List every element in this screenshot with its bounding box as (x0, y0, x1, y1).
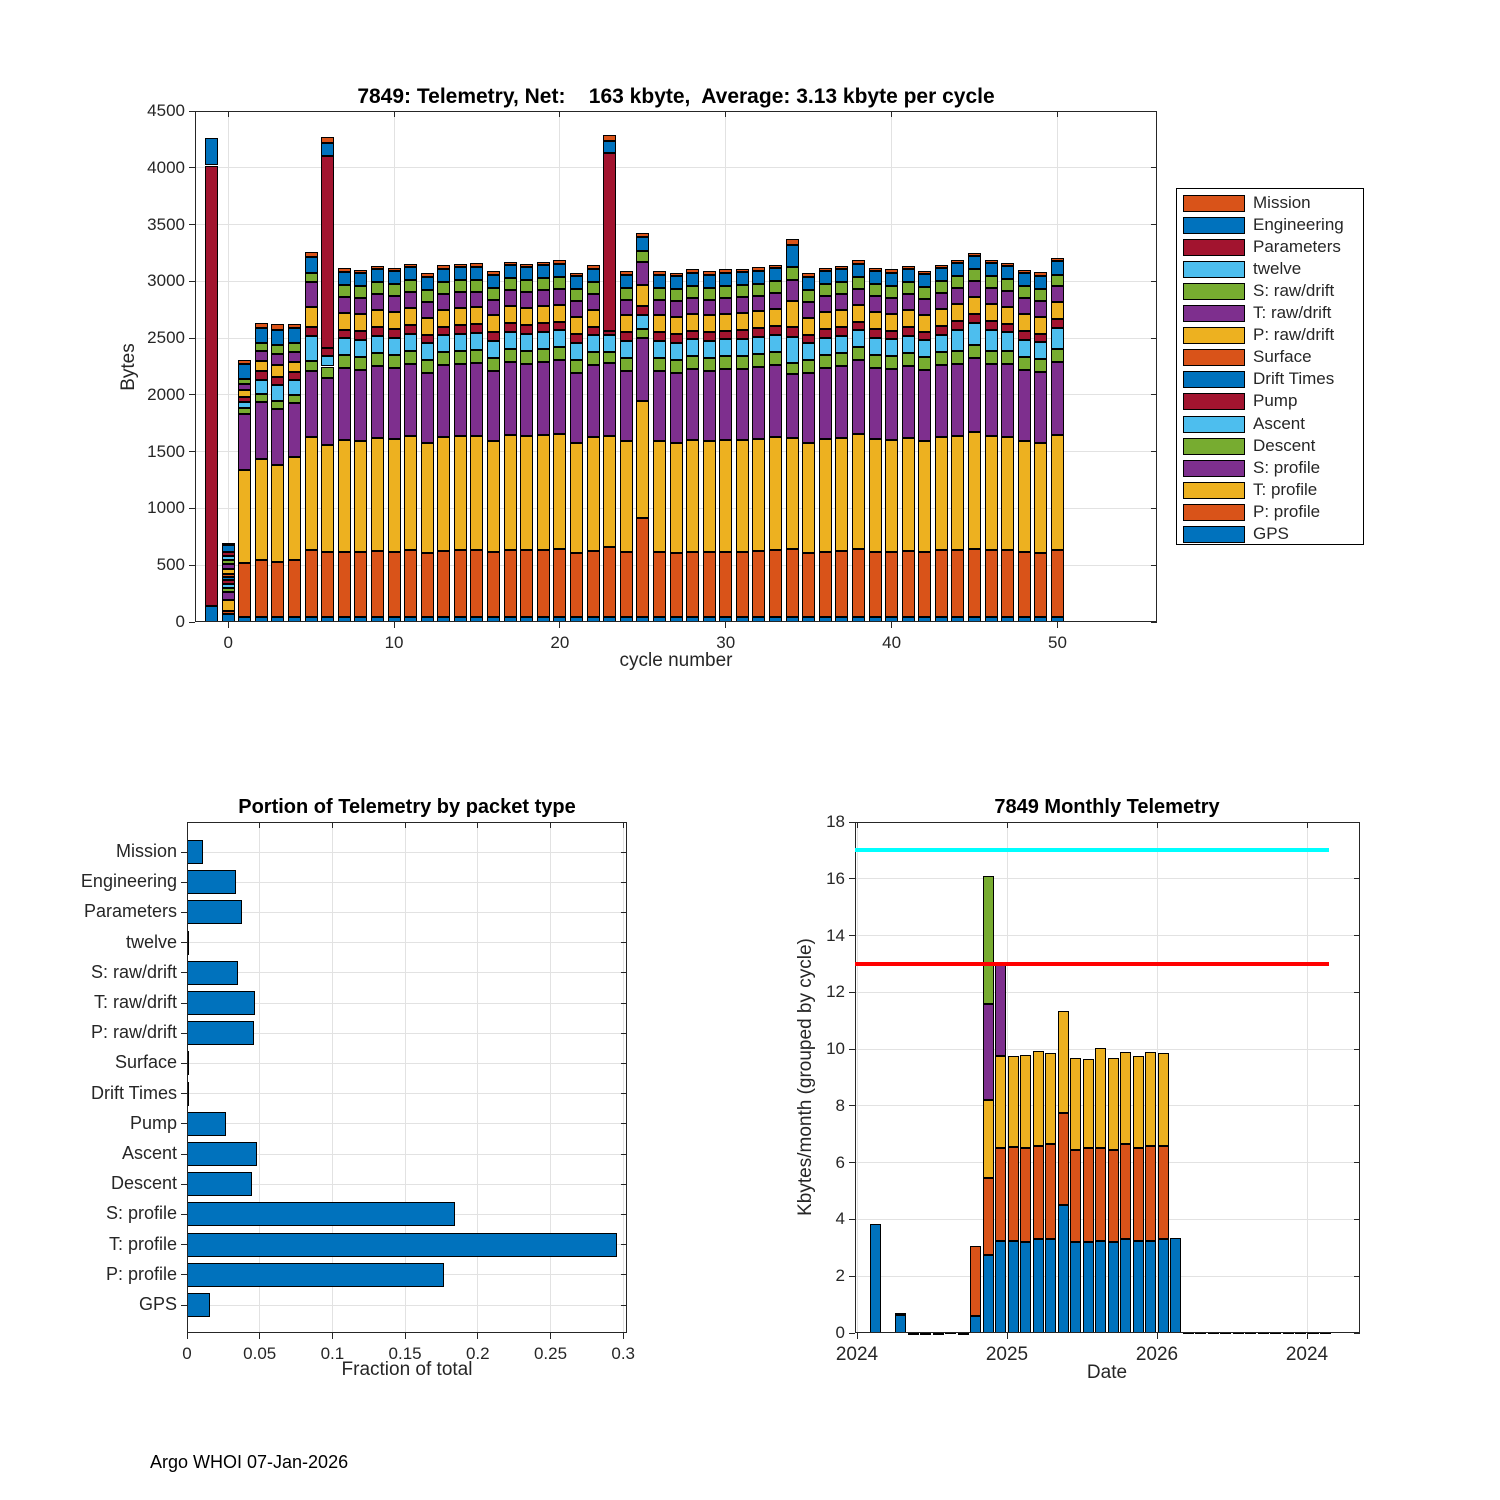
c2-category-label: Engineering (80, 871, 177, 892)
legend-label: S: raw/drift (1253, 281, 1335, 301)
legend-label: Pump (1253, 391, 1298, 411)
c2-xtick-label: 0.05 (243, 1344, 277, 1363)
c2-category-label: T: raw/drift (93, 992, 177, 1012)
legend-swatch (1183, 504, 1245, 521)
c2-xtick-label: 0.1 (320, 1344, 345, 1363)
c3-ytick-label: 8 (835, 1095, 845, 1115)
c1-ytick-right (1151, 167, 1157, 168)
c1-ytick-label: 0 (175, 612, 185, 631)
c2-xtick (405, 1333, 406, 1339)
legend-swatch (1183, 305, 1245, 322)
c2-ytick-right (621, 1033, 627, 1034)
legend-label: Mission (1253, 193, 1311, 212)
c2-xtick-label: 0.15 (388, 1344, 422, 1363)
c1-ytick-right (1151, 451, 1157, 452)
c2-xtick (623, 1333, 624, 1339)
footer-stamp: Argo WHOI 07-Jan-2026 (150, 1452, 349, 1472)
monthly-chart-title: 7849 Monthly Telemetry (994, 796, 1220, 818)
legend-label: twelve (1253, 259, 1302, 279)
c3-ytick-label: 2 (835, 1266, 845, 1286)
c2-ytick-right (621, 1214, 627, 1215)
c2-xtick-top (405, 822, 406, 828)
legend-swatch (1183, 239, 1245, 256)
c2-ytick (181, 1184, 187, 1185)
c3-ytick (849, 1219, 855, 1220)
c2-ytick-right (621, 852, 627, 853)
c1-xtick (1057, 622, 1058, 628)
c2-xtick (332, 1333, 333, 1339)
c2-xtick-label: 0.3 (611, 1344, 636, 1363)
legend-label: Descent (1253, 435, 1316, 455)
c3-ytick-label: 6 (835, 1152, 845, 1172)
cycle-chart-xlabel: cycle number (619, 650, 733, 671)
c3-ytick (849, 822, 855, 823)
c1-ytick-right (1151, 622, 1157, 623)
c3-ytick-right (1354, 1105, 1360, 1106)
c2-ytick-right (621, 882, 627, 883)
c2-ytick (181, 1244, 187, 1245)
c2-category-label: Mission (115, 841, 177, 861)
c2-xtick (259, 1333, 260, 1339)
legend-label: Drift Times (1253, 369, 1335, 389)
c3-ytick-label: 12 (826, 982, 845, 1002)
c2-ytick-right (621, 1154, 627, 1155)
legend-swatch (1183, 526, 1245, 543)
c1-ytick (189, 281, 195, 282)
c2-category-label: P: raw/drift (90, 1022, 177, 1043)
legend-label: P: raw/drift (1253, 325, 1335, 345)
c3-xtick-label: 2025 (985, 1344, 1029, 1365)
c2-ytick (181, 1305, 187, 1306)
legend-swatch (1183, 217, 1245, 234)
c1-xtick-label: 30 (716, 633, 736, 652)
c3-ytick (849, 878, 855, 879)
c1-ytick (189, 167, 195, 168)
c2-ytick-right (621, 1305, 627, 1306)
c1-xtick-top (228, 111, 229, 117)
c3-xtick-label: 2024 (835, 1344, 879, 1365)
c3-ytick-right (1354, 1219, 1360, 1220)
legend-label: GPS (1253, 523, 1289, 543)
legend-swatch (1183, 349, 1245, 366)
legend-swatch (1183, 393, 1245, 410)
c2-category-label: Drift Times (90, 1082, 177, 1103)
c3-ytick (849, 1276, 855, 1277)
legend-label: Parameters (1253, 237, 1341, 257)
c2-category-label: Surface (114, 1052, 177, 1073)
legend-swatch (1183, 371, 1245, 388)
c1-xtick-label: 40 (882, 633, 902, 652)
c2-xtick-top (477, 822, 478, 828)
c3-ytick-right (1354, 878, 1360, 879)
c2-ytick (181, 1093, 187, 1094)
monthly-chart-xlabel: Date (1086, 1362, 1128, 1383)
c1-ytick (189, 565, 195, 566)
c3-ytick (849, 935, 855, 936)
c2-category-label: T: profile (108, 1233, 177, 1254)
legend-swatch (1183, 460, 1245, 477)
c3-xtick-top (857, 822, 858, 828)
c2-xtick (187, 1333, 188, 1339)
legend-label: P: profile (1253, 501, 1321, 521)
c2-xtick-top (550, 822, 551, 828)
c1-ytick-label: 1500 (147, 441, 185, 461)
c2-category-label: GPS (138, 1294, 177, 1314)
c1-ytick-label: 3000 (147, 271, 185, 291)
c1-xtick-label: 20 (550, 633, 570, 652)
c2-category-label: Ascent (121, 1143, 177, 1163)
legend-swatch (1183, 438, 1245, 455)
c3-reference-line (855, 962, 1329, 966)
c2-ytick-right (621, 1093, 627, 1094)
c2-xtick-label: 0 (182, 1344, 192, 1363)
legend-swatch (1183, 195, 1245, 212)
c2-ytick (181, 1214, 187, 1215)
c1-xtick-top (725, 111, 726, 117)
c2-ytick-right (621, 1274, 627, 1275)
c1-ytick-label: 500 (156, 555, 185, 575)
c1-xtick (394, 622, 395, 628)
c3-ytick-right (1354, 1049, 1360, 1050)
c1-ytick-label: 3500 (147, 214, 185, 234)
c2-ytick-right (621, 1244, 627, 1245)
c2-ytick (181, 1154, 187, 1155)
c1-ytick (189, 338, 195, 339)
c3-xtick-label: 2026 (1135, 1344, 1179, 1365)
c1-xtick-label: 50 (1048, 633, 1067, 652)
c3-xtick (1157, 1333, 1158, 1339)
c3-ytick-right (1354, 935, 1360, 936)
cycle-chart-ylabel: Bytes (118, 343, 139, 391)
c2-ytick (181, 1033, 187, 1034)
c2-ytick-right (621, 1003, 627, 1004)
c2-ytick (181, 1274, 187, 1275)
c1-ytick-right (1151, 281, 1157, 282)
c2-ytick-right (621, 912, 627, 913)
c3-ytick-label: 18 (826, 812, 845, 831)
legend-label: T: raw/drift (1253, 303, 1332, 323)
c3-xtick (1307, 1333, 1308, 1339)
c2-xtick-top (259, 822, 260, 828)
c1-ytick-label: 2500 (147, 328, 185, 348)
c1-ytick (189, 508, 195, 509)
c1-xtick-top (559, 111, 560, 117)
monthly-chart-ylabel: Kbytes/month (grouped by cycle) (795, 938, 816, 1216)
legend-label: Engineering (1253, 215, 1344, 235)
legend-swatch (1183, 482, 1245, 499)
c1-xtick (228, 622, 229, 628)
c1-ytick (189, 622, 195, 623)
c2-category-label: S: profile (105, 1203, 177, 1224)
c2-ytick-right (621, 942, 627, 943)
c3-ytick-label: 4 (835, 1209, 845, 1229)
c2-ytick (181, 1063, 187, 1064)
c2-category-label: S: raw/drift (90, 961, 177, 982)
c3-ytick-label: 10 (826, 1039, 845, 1059)
telemetry-by-cycle-plot (195, 111, 1157, 622)
c3-ytick-label: 0 (835, 1323, 845, 1342)
c2-category-label: Descent (110, 1173, 177, 1194)
c3-ytick (849, 1049, 855, 1050)
c1-ytick-right (1151, 394, 1157, 395)
legend-label: Surface (1253, 347, 1312, 367)
legend-swatch (1183, 261, 1245, 278)
c2-ytick (181, 882, 187, 883)
c1-ytick-right (1151, 224, 1157, 225)
c2-category-label: Pump (129, 1112, 177, 1133)
legend-swatch (1183, 416, 1245, 433)
c3-xtick-top (1307, 822, 1308, 828)
c1-ytick (189, 394, 195, 395)
c2-ytick (181, 912, 187, 913)
c1-xtick (891, 622, 892, 628)
portion-chart-xlabel: Fraction of total (341, 1359, 473, 1380)
c1-ytick-right (1151, 508, 1157, 509)
c3-ytick (849, 1333, 855, 1334)
c1-xtick-label: 10 (384, 633, 404, 652)
c2-xtick-top (187, 822, 188, 828)
c3-ytick-right (1354, 1276, 1360, 1277)
c1-xtick (559, 622, 560, 628)
c2-ytick-right (621, 972, 627, 973)
c2-ytick-right (621, 1063, 627, 1064)
c3-ytick-label: 16 (826, 868, 845, 888)
c2-ytick (181, 1123, 187, 1124)
c1-ytick-label: 1000 (147, 498, 185, 518)
c2-category-label: Parameters (83, 901, 177, 922)
c1-ytick-right (1151, 111, 1157, 112)
c2-xtick-top (332, 822, 333, 828)
c3-xtick-top (1007, 822, 1008, 828)
legend-swatch (1183, 327, 1245, 344)
c3-xtick-top (1157, 822, 1158, 828)
c3-xtick (857, 1333, 858, 1339)
c3-xtick (1007, 1333, 1008, 1339)
c2-category-label: twelve (125, 931, 177, 952)
c3-ytick-right (1354, 1162, 1360, 1163)
legend-label: Ascent (1253, 413, 1305, 433)
c1-ytick-label: 2000 (147, 384, 185, 404)
c2-ytick (181, 1003, 187, 1004)
c3-xtick-label: 2024 (1285, 1344, 1329, 1365)
c3-ytick (849, 1105, 855, 1106)
monthly-telemetry-plot (855, 822, 1360, 1333)
c1-xtick-top (394, 111, 395, 117)
c3-ytick (849, 992, 855, 993)
cycle-chart-title: 7849: Telemetry, Net: 163 kbyte, Average: 3.13 kbyte per cycle (357, 85, 995, 108)
c3-ytick-right (1354, 1333, 1360, 1334)
c1-xtick-top (1057, 111, 1058, 117)
c1-xtick-label: 0 (223, 633, 233, 652)
c3-reference-line (855, 848, 1329, 852)
c3-ytick-right (1354, 822, 1360, 823)
c1-xtick-top (891, 111, 892, 117)
c2-xtick (477, 1333, 478, 1339)
c2-ytick (181, 972, 187, 973)
portion-by-packet-plot (187, 822, 627, 1333)
c2-xtick-label: 0.2 (465, 1344, 490, 1363)
c2-ytick (181, 852, 187, 853)
c1-ytick-label: 4000 (147, 157, 185, 177)
c2-ytick-right (621, 1184, 627, 1185)
c1-ytick-right (1151, 565, 1157, 566)
c3-ytick-label: 14 (826, 925, 845, 945)
legend-label: S: profile (1253, 457, 1321, 477)
c1-ytick (189, 111, 195, 112)
c2-xtick (550, 1333, 551, 1339)
c2-ytick-right (621, 1123, 627, 1124)
portion-chart-title: Portion of Telemetry by packet type (238, 796, 576, 818)
c1-ytick-right (1151, 338, 1157, 339)
legend-swatch (1183, 283, 1245, 300)
c2-ytick (181, 942, 187, 943)
c1-ytick (189, 224, 195, 225)
c3-ytick-right (1354, 992, 1360, 993)
c2-xtick-top (623, 822, 624, 828)
c1-ytick (189, 451, 195, 452)
c2-xtick-label: 0.25 (533, 1344, 568, 1363)
c2-category-label: P: profile (105, 1263, 177, 1284)
c1-xtick (725, 622, 726, 628)
c3-ytick (849, 1162, 855, 1163)
legend-label: T: profile (1253, 479, 1318, 499)
c1-ytick-label: 4500 (147, 101, 185, 120)
